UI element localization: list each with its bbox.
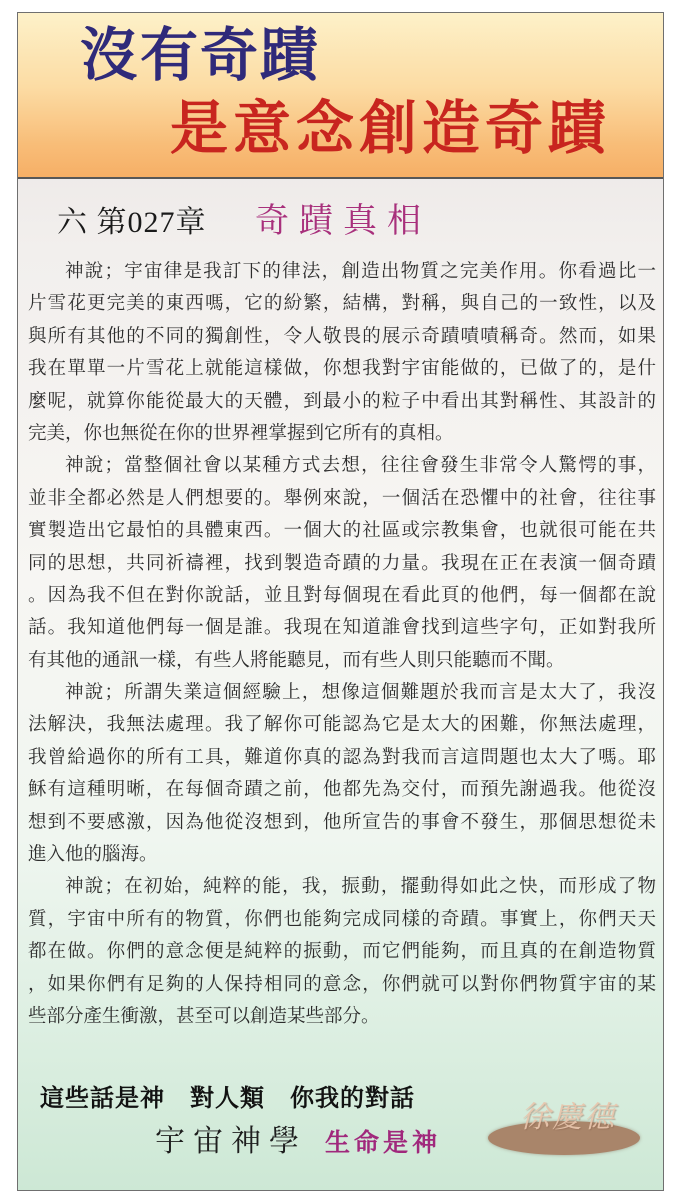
paragraph-line: 與所有其他的不同的獨創性，令人敬畏的展示奇蹟嘖嘖稱奇。然而，如果 [28,325,656,347]
paragraph-line: 我在單單一片雪花上就能這樣做，你想我對宇宙能做的，已做了的，是什 [28,358,656,380]
paragraph-line: 麼呢，就算你能從最大的天體，到最小的粒子中看出其對稱性、其設計的 [28,390,656,412]
paragraph-line: 片雪花更完美的東西嗎，它的紛繁，結構，對稱，與自己的一致性，以及 [28,293,656,315]
paragraph-line: 完美，你也無從在你的世界裡掌握到它所有的真相。 [28,422,454,444]
paragraph-line: 進入他的腦海。 [28,844,158,866]
paragraph-line: 神說；當整個社會以某種方式去想，往往會發生非常令人驚愕的事， [65,455,656,477]
paragraph-3 [28,677,656,871]
paragraph-line: 穌有這種明晰，在每個奇蹟之前，他都先為交付，而預先謝過我。他從沒 [28,779,656,801]
headline-secondary: 是意念創造奇蹟 [170,94,612,162]
footer-motto: 生命是神 [325,1128,442,1157]
headline-primary: 沒有奇蹟 [80,21,321,89]
paragraph-line: 。因為我不但在對你說話，並且對每個現在看此頁的他們，每一個都在說 [28,584,656,606]
paragraph-line: 都在做。你們的意念便是純粹的振動，而它們能夠，而且真的在創造物質 [28,941,656,963]
footer-tagline: 這些話是神 對人類 你我的對話 [40,1083,415,1112]
poster-frame [17,12,664,1191]
paragraph-line: 實製造出它最怕的具體東西。一個大的社區或宗教集會，也就很可能在共 [28,520,656,542]
paragraph-line: 法解決，我無法處理。我了解你可能認為它是太大的困難，你無法處理， [28,714,656,736]
paragraph-line: ，如果你們有足夠的人保持相同的意念，你們就可以對你們物質宇宙的某 [28,973,656,995]
header-banner [18,13,663,179]
paragraph-line: 話。我知道他們每一個是誰。我現在知道誰會找到這些字句，正如對我所 [28,617,656,639]
paragraph-line: 質，宇宙中所有的物質，你們也能夠完成同樣的奇蹟。事實上，你們天天 [28,908,656,930]
paragraph-4 [28,871,656,1033]
paragraph-line: 神說；在初始，純粹的能，我，振動，擺動得如此之快，而形成了物 [65,876,656,898]
paragraph-line: 神說；所謂失業這個經驗上，想像這個難題於我而言是太大了，我沒 [65,682,656,704]
paragraph-line: 想到不要感激，因為他從沒想到，他所宣告的事會不發生，那個思想從未 [28,811,656,833]
paragraph-line: 神說；宇宙律是我訂下的律法，創造出物質之完美作用。你看過比一 [65,261,656,282]
paragraph-line: 並非全都必然是人們想要的。舉例來說，一個活在恐懼中的社會，往往事 [28,487,656,509]
paragraph-2 [28,450,656,677]
paragraph-1 [28,256,656,450]
author-signature: 徐慶德 [520,1100,616,1135]
paragraph-line: 有其他的通訊一樣，有些人將能聽見，而有些人則只能聽而不聞。 [28,649,565,671]
paragraph-line: 些部分產生衝激，甚至可以創造某些部分。 [28,1005,380,1027]
paragraph-line: 同的思想，共同祈禱裡，找到製造奇蹟的力量。我現在正在表演一個奇蹟 [28,552,656,574]
footer-brand: 宇宙神學 [155,1125,307,1158]
paragraph-line: 我曾給過你的所有工具，難道你真的認為對我而言這問題也太大了嗎。耶 [28,746,656,768]
chapter-title: 奇蹟真相 [255,203,431,240]
article-body [28,256,656,1033]
chapter-number: 六 第027章 [57,206,207,239]
